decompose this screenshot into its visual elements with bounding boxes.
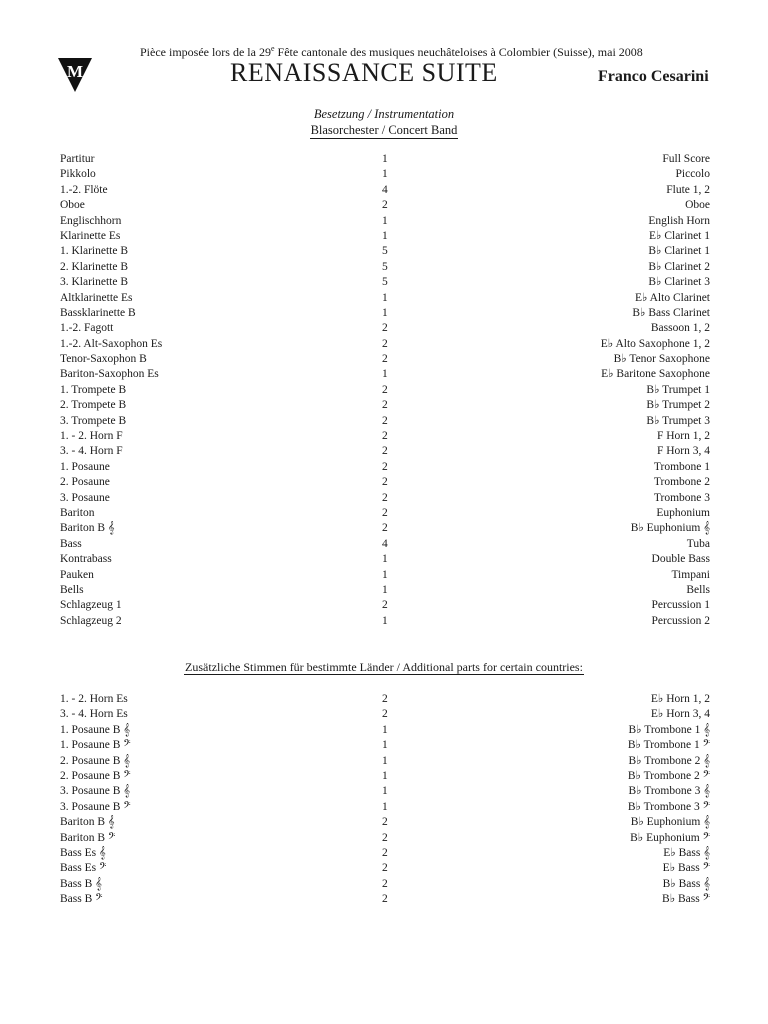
part-quantity: 1 xyxy=(382,800,388,813)
instrument-name-english: B♭ Euphonium 𝄢 xyxy=(630,831,710,844)
instrument-name-german: 1. Posaune B 𝄞 xyxy=(60,723,131,736)
instrument-name-english: B♭ Trombone 1 𝄢 xyxy=(627,739,710,752)
part-quantity: 1 xyxy=(382,583,388,596)
instrument-row xyxy=(60,769,710,784)
instrument-row xyxy=(60,229,710,244)
instrument-row xyxy=(60,321,710,336)
instrument-name-german: 1.-2. Alt-Saxophon Es xyxy=(60,337,163,350)
instrument-name-english: E♭ Horn 1, 2 xyxy=(650,693,710,705)
instrument-row xyxy=(60,183,710,198)
part-quantity: 2 xyxy=(382,491,388,504)
instrumentation-heading: Besetzung / Instrumentation xyxy=(313,107,455,121)
note-suffix: Fête cantonale des musiques neuchâteloises à Colombier (Suisse), mai 2008 xyxy=(274,45,643,59)
instrument-name-german: Tenor-Saxophon B xyxy=(60,353,147,366)
instrument-row xyxy=(60,260,710,275)
instrument-name-german: 1. - 2. Horn F xyxy=(60,430,123,443)
instrument-name-english: F Horn 3, 4 xyxy=(656,445,710,458)
instrument-name-english: E♭ Alto Clarinet xyxy=(634,291,710,304)
instrument-name-english: B♭ Trombone 1 𝄞 xyxy=(628,723,710,736)
instrument-row xyxy=(60,444,710,459)
instrument-name-english: Trombone 3 xyxy=(653,491,710,504)
instrument-row xyxy=(60,214,710,229)
instrument-name-english: B♭ Trumpet 1 xyxy=(646,383,710,396)
instrument-name-german: Schlagzeug 2 xyxy=(60,614,122,627)
instrument-row xyxy=(60,877,710,892)
instrument-name-english: B♭ Clarinet 1 xyxy=(648,245,710,258)
part-quantity: 2 xyxy=(382,337,388,350)
part-quantity: 5 xyxy=(382,245,388,258)
instrument-name-german: Bass Es 𝄢 xyxy=(60,862,107,875)
instrument-name-english: B♭ Trombone 2 𝄢 xyxy=(627,769,710,782)
instrument-row xyxy=(60,491,710,506)
part-quantity: 2 xyxy=(382,445,388,458)
note-superscript: e xyxy=(270,44,275,53)
instrument-row xyxy=(60,429,710,444)
part-quantity: 1 xyxy=(382,769,388,782)
part-quantity: 2 xyxy=(382,199,388,212)
part-quantity: 2 xyxy=(382,599,388,612)
instrument-row xyxy=(60,291,710,306)
instrument-name-german: 3. Trompete B xyxy=(60,414,127,427)
instrument-name-english: B♭ Euphonium 𝄞 xyxy=(630,522,710,535)
part-quantity: 1 xyxy=(382,568,388,581)
instrument-row xyxy=(60,367,710,382)
instrument-name-english: Timpani xyxy=(671,568,710,581)
instrument-name-german: Bariton B 𝄞 xyxy=(60,522,115,535)
instrument-name-german: 1.-2. Flöte xyxy=(60,183,108,196)
instrument-name-german: 2. Trompete B xyxy=(60,399,127,412)
instrument-name-german: Bells xyxy=(60,583,84,596)
part-quantity: 2 xyxy=(382,476,388,489)
instrument-name-english: E♭ Bass 𝄢 xyxy=(662,862,710,875)
instrument-name-english: B♭ Clarinet 2 xyxy=(648,260,710,273)
instrument-name-german: Pauken xyxy=(60,568,94,581)
part-quantity: 4 xyxy=(382,183,388,196)
instrument-name-german: Bassklarinette B xyxy=(60,306,136,319)
part-quantity: 1 xyxy=(382,153,388,165)
instrument-row xyxy=(60,598,710,613)
instrument-name-english: B♭ Tenor Saxophone xyxy=(613,353,710,366)
part-quantity: 1 xyxy=(382,785,388,798)
part-quantity: 1 xyxy=(382,614,388,627)
instrument-row xyxy=(60,506,710,521)
instrument-name-english: B♭ Trumpet 2 xyxy=(646,399,710,412)
additional-parts-heading: Zusätzliche Stimmen für bestimmte Länder / Additional parts for certain countries: xyxy=(185,660,583,674)
part-quantity: 2 xyxy=(382,893,388,906)
instrument-name-english: Bells xyxy=(686,583,710,596)
instrument-name-german: 1. - 2. Horn Es xyxy=(60,693,128,705)
additional-parts-heading-block xyxy=(0,660,768,675)
instrument-row xyxy=(60,892,710,907)
instrument-name-english: E♭ Bass 𝄞 xyxy=(663,846,710,859)
instrument-row xyxy=(60,552,710,567)
instrument-row xyxy=(60,475,710,490)
instrument-row xyxy=(60,614,710,629)
instrument-name-german: Bass xyxy=(60,537,82,550)
instrument-row xyxy=(60,723,710,738)
instrument-row xyxy=(60,414,710,429)
instrument-name-german: Englischhorn xyxy=(60,214,122,227)
part-quantity: 1 xyxy=(382,291,388,304)
instrument-row xyxy=(60,831,710,846)
instrument-name-english: E♭ Baritone Saxophone xyxy=(601,368,710,381)
part-quantity: 2 xyxy=(382,816,388,829)
publisher-m-logo-icon xyxy=(58,58,92,92)
instrument-name-english: Tuba xyxy=(686,537,710,550)
instrument-name-german: 3. Posaune xyxy=(60,491,110,504)
instrument-row xyxy=(60,352,710,367)
instrument-name-german: 2. Posaune B 𝄢 xyxy=(60,769,131,782)
instrument-row xyxy=(60,521,710,536)
part-quantity: 2 xyxy=(382,877,388,890)
instrument-name-german: 3. Posaune B 𝄢 xyxy=(60,800,131,813)
instrument-row xyxy=(60,398,710,413)
instrument-name-english: Percussion 1 xyxy=(651,599,710,612)
instrument-name-english: B♭ Trombone 3 𝄞 xyxy=(628,785,710,798)
instrument-row xyxy=(60,583,710,598)
instrument-name-german: 1. Posaune xyxy=(60,460,110,473)
instrument-name-german: Bariton-Saxophon Es xyxy=(60,368,159,381)
part-quantity: 4 xyxy=(382,537,388,550)
part-quantity: 1 xyxy=(382,214,388,227)
instrument-name-english: B♭ Clarinet 3 xyxy=(648,276,710,289)
instrument-name-german: 3. Posaune B 𝄞 xyxy=(60,785,131,798)
part-quantity: 2 xyxy=(382,430,388,443)
instrument-name-german: Bariton xyxy=(60,506,95,519)
instrument-name-german: 1.-2. Fagott xyxy=(60,322,114,335)
instrument-row xyxy=(60,383,710,398)
instrument-name-english: F Horn 1, 2 xyxy=(656,430,710,443)
instrument-name-english: Flute 1, 2 xyxy=(666,183,710,196)
instrument-row xyxy=(60,861,710,876)
instrument-row xyxy=(60,800,710,815)
part-quantity: 1 xyxy=(382,306,388,319)
part-quantity: 1 xyxy=(382,739,388,752)
part-quantity: 1 xyxy=(382,168,388,181)
instrument-name-english: Piccolo xyxy=(675,168,710,181)
instrument-name-english: B♭ Trombone 3 𝄢 xyxy=(627,800,710,813)
instrument-row xyxy=(60,537,710,552)
part-quantity: 1 xyxy=(382,368,388,381)
instrument-name-german: Partitur xyxy=(60,153,95,165)
part-quantity: 1 xyxy=(382,723,388,736)
instrument-name-german: Bariton B 𝄞 xyxy=(60,816,115,829)
instrument-name-german: Pikkolo xyxy=(60,168,96,181)
part-quantity: 5 xyxy=(382,260,388,273)
instrument-name-english: Trombone 1 xyxy=(653,460,710,473)
instrument-name-german: 3. - 4. Horn F xyxy=(60,445,123,458)
composer-name: Franco Cesarini xyxy=(598,68,709,85)
instrument-row xyxy=(60,568,710,583)
instrument-name-german: 2. Posaune B 𝄞 xyxy=(60,754,131,767)
part-quantity: 1 xyxy=(382,229,388,242)
instrument-row xyxy=(60,692,710,707)
instrument-row xyxy=(60,275,710,290)
instrument-name-english: B♭ Bass Clarinet xyxy=(632,306,710,319)
instrument-name-english: B♭ Euphonium 𝄞 xyxy=(630,816,710,829)
part-quantity: 2 xyxy=(382,460,388,473)
part-quantity: 2 xyxy=(382,353,388,366)
part-quantity: 2 xyxy=(382,846,388,859)
instrument-row xyxy=(60,754,710,769)
instrument-name-german: 2. Klarinette B xyxy=(60,260,129,273)
instrument-row xyxy=(60,167,710,182)
part-quantity: 1 xyxy=(382,754,388,767)
instrument-name-german: Altklarinette Es xyxy=(60,291,133,304)
instrument-name-english: Trombone 2 xyxy=(653,476,710,489)
instrument-name-english: English Horn xyxy=(648,214,710,227)
instrument-row xyxy=(60,707,710,722)
instrument-name-english: E♭ Clarinet 1 xyxy=(649,229,710,242)
part-quantity: 2 xyxy=(382,322,388,335)
instrument-row xyxy=(60,846,710,861)
instrument-name-english: Full Score xyxy=(662,153,710,165)
instrument-row xyxy=(60,306,710,321)
part-quantity: 1 xyxy=(382,553,388,566)
part-quantity: 2 xyxy=(382,708,388,721)
part-quantity: 2 xyxy=(382,383,388,396)
instrument-name-german: 3. - 4. Horn Es xyxy=(60,708,128,721)
instrument-name-german: Bariton B 𝄢 xyxy=(60,831,116,844)
instrument-name-german: Klarinette Es xyxy=(60,229,121,242)
instrument-name-english: B♭ Trombone 2 𝄞 xyxy=(628,754,710,767)
part-quantity: 2 xyxy=(382,862,388,875)
instrumentation-subheading: Blasorchester / Concert Band xyxy=(310,123,458,137)
part-quantity: 2 xyxy=(382,399,388,412)
instrument-name-english: Double Bass xyxy=(651,553,710,566)
note-prefix: Pièce imposée lors de la 29 xyxy=(140,45,271,59)
instrument-name-english: B♭ Trumpet 3 xyxy=(646,414,710,427)
part-quantity: 2 xyxy=(382,693,388,705)
instrument-name-english: Percussion 2 xyxy=(651,614,710,627)
instrument-row xyxy=(60,337,710,352)
instrument-name-english: Oboe xyxy=(685,199,710,212)
instrument-name-english: Bassoon 1, 2 xyxy=(650,322,710,335)
part-quantity: 2 xyxy=(382,522,388,535)
instrument-name-german: 1. Posaune B 𝄢 xyxy=(60,739,131,752)
instrument-name-german: 3. Klarinette B xyxy=(60,276,129,289)
instrument-name-german: Bass Es 𝄞 xyxy=(60,846,106,859)
part-quantity: 2 xyxy=(382,506,388,519)
instrument-name-german: Schlagzeug 1 xyxy=(60,599,122,612)
additional-parts-list xyxy=(60,692,710,907)
instrument-name-german: Bass B 𝄞 xyxy=(60,877,102,890)
instrument-name-english: E♭ Alto Saxophone 1, 2 xyxy=(600,337,710,350)
part-quantity: 2 xyxy=(382,414,388,427)
instrument-row xyxy=(60,198,710,213)
instrument-row xyxy=(60,815,710,830)
instrument-row xyxy=(60,784,710,799)
instrument-name-german: Kontrabass xyxy=(60,553,112,566)
instrumentation-list xyxy=(60,152,710,629)
svg-text:M: M xyxy=(66,62,84,81)
piece-title: RENAISSANCE SUITE xyxy=(230,58,498,87)
instrument-row xyxy=(60,244,710,259)
instrument-name-english: E♭ Horn 3, 4 xyxy=(650,708,710,721)
instrument-row xyxy=(60,738,710,753)
instrument-name-german: Oboe xyxy=(60,199,85,212)
instrument-name-english: B♭ Bass 𝄞 xyxy=(662,877,710,890)
part-quantity: 2 xyxy=(382,831,388,844)
instrument-name-german: 1. Trompete B xyxy=(60,383,127,396)
instrument-name-german: 2. Posaune xyxy=(60,476,110,489)
instrument-name-english: Euphonium xyxy=(656,506,710,519)
instrument-name-english: B♭ Bass 𝄢 xyxy=(662,893,710,906)
instrument-row xyxy=(60,460,710,475)
instrument-name-german: 1. Klarinette B xyxy=(60,245,129,258)
instrument-name-german: Bass B 𝄢 xyxy=(60,893,103,906)
instrumentation-heading-block xyxy=(0,106,768,139)
part-quantity: 5 xyxy=(382,276,388,289)
instrument-row xyxy=(60,152,710,167)
